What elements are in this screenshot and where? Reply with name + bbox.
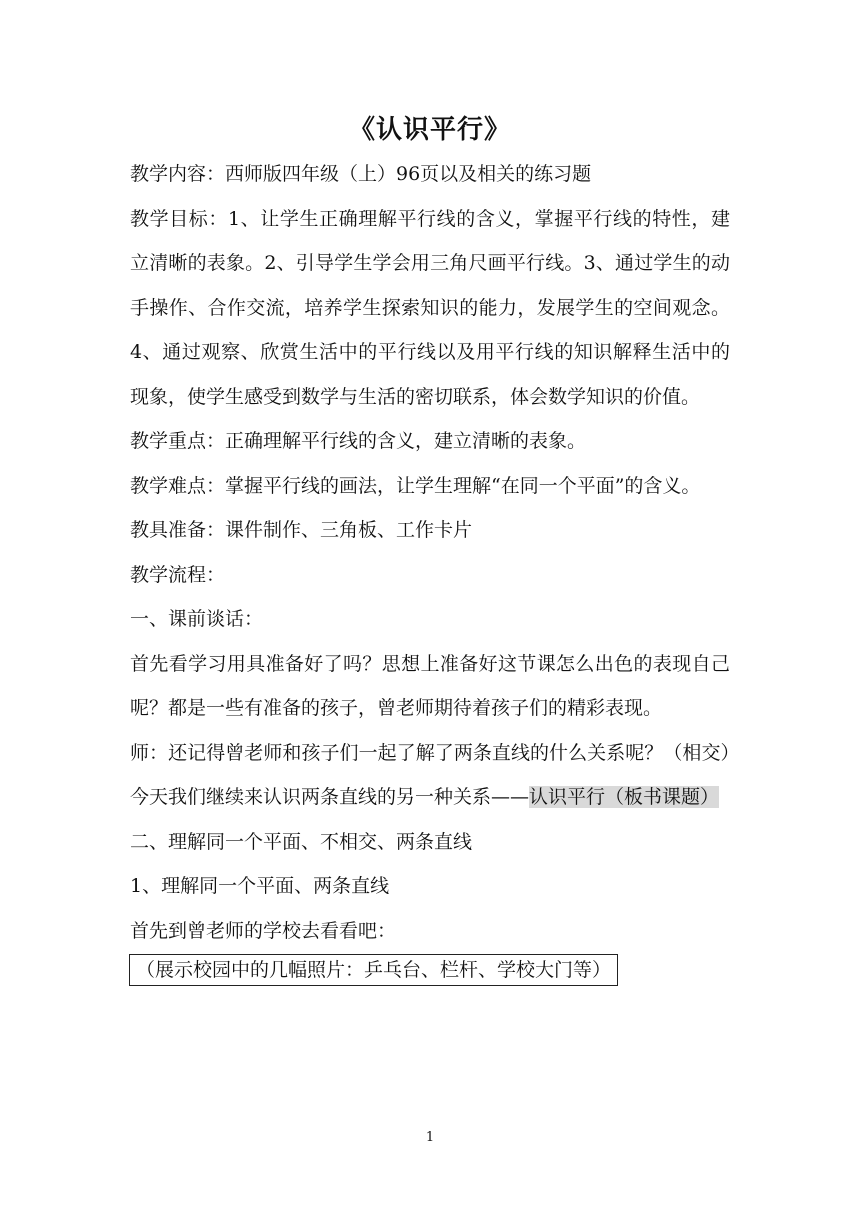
paragraph-intro: 首先看学习用具准备好了吗？思想上准备好这节课怎么出色的表现自己呢？都是一些有准备的孩子，曾老师期待着孩子们的精彩表现。 (130, 652, 730, 719)
paragraph-difficulties: 教学难点：掌握平行线的画法，让学生理解“在同一个平面”的含义。 (130, 474, 701, 497)
paragraph-teacher (130, 731, 730, 820)
paragraph-materials: 教具准备：课件制作、三角板、工作卡片 (130, 519, 473, 541)
document-body (130, 152, 730, 986)
page-number: 1 (425, 1130, 435, 1145)
paragraph-visit-school: 首先到曾老师的学校去看看吧： (130, 919, 397, 942)
section-heading-2: 二、理解同一个平面、不相交、两条直线 (130, 830, 473, 853)
teacher-text: 师：还记得曾老师和孩子们一起了解了两条直线的什么关系呢？（相交）今天我们继续来认识两条直线的另一种关系—— (130, 741, 730, 808)
document-title: 《认识平行》 (348, 115, 511, 145)
section-heading-1: 一、课前谈话： (130, 608, 264, 630)
paragraph-objectives: 教学目标：1、让学生正确理解平行线的含义，掌握平行线的特性，建立清晰的表象。2、引导学生学会用三角尺画平行线。3、通过学生的动手操作、合作交流，培养学生探索知识的能力，发展学生的空间观念。4、通过观察、欣赏生活中的平行线以及用平行线的知识解释生活中的现象，使学生感受到数学与生活的密切联系，体会数学知识的价值。 (130, 207, 730, 408)
paragraph-key-points: 教学重点：正确理解平行线的含义，建立清晰的表象。 (130, 430, 587, 452)
paragraph-process-heading: 教学流程： (130, 563, 226, 586)
subsection-heading-1: 1、理解同一个平面、两条直线 (130, 875, 390, 897)
paragraph-content: 教学内容：西师版四年级（上）96页以及相关的练习题 (130, 163, 592, 185)
boxed-note: （展示校园中的几幅照片：乒乓台、栏杆、学校大门等） (129, 954, 618, 986)
highlighted-board-title: 认识平行（板书课题） (529, 786, 720, 808)
